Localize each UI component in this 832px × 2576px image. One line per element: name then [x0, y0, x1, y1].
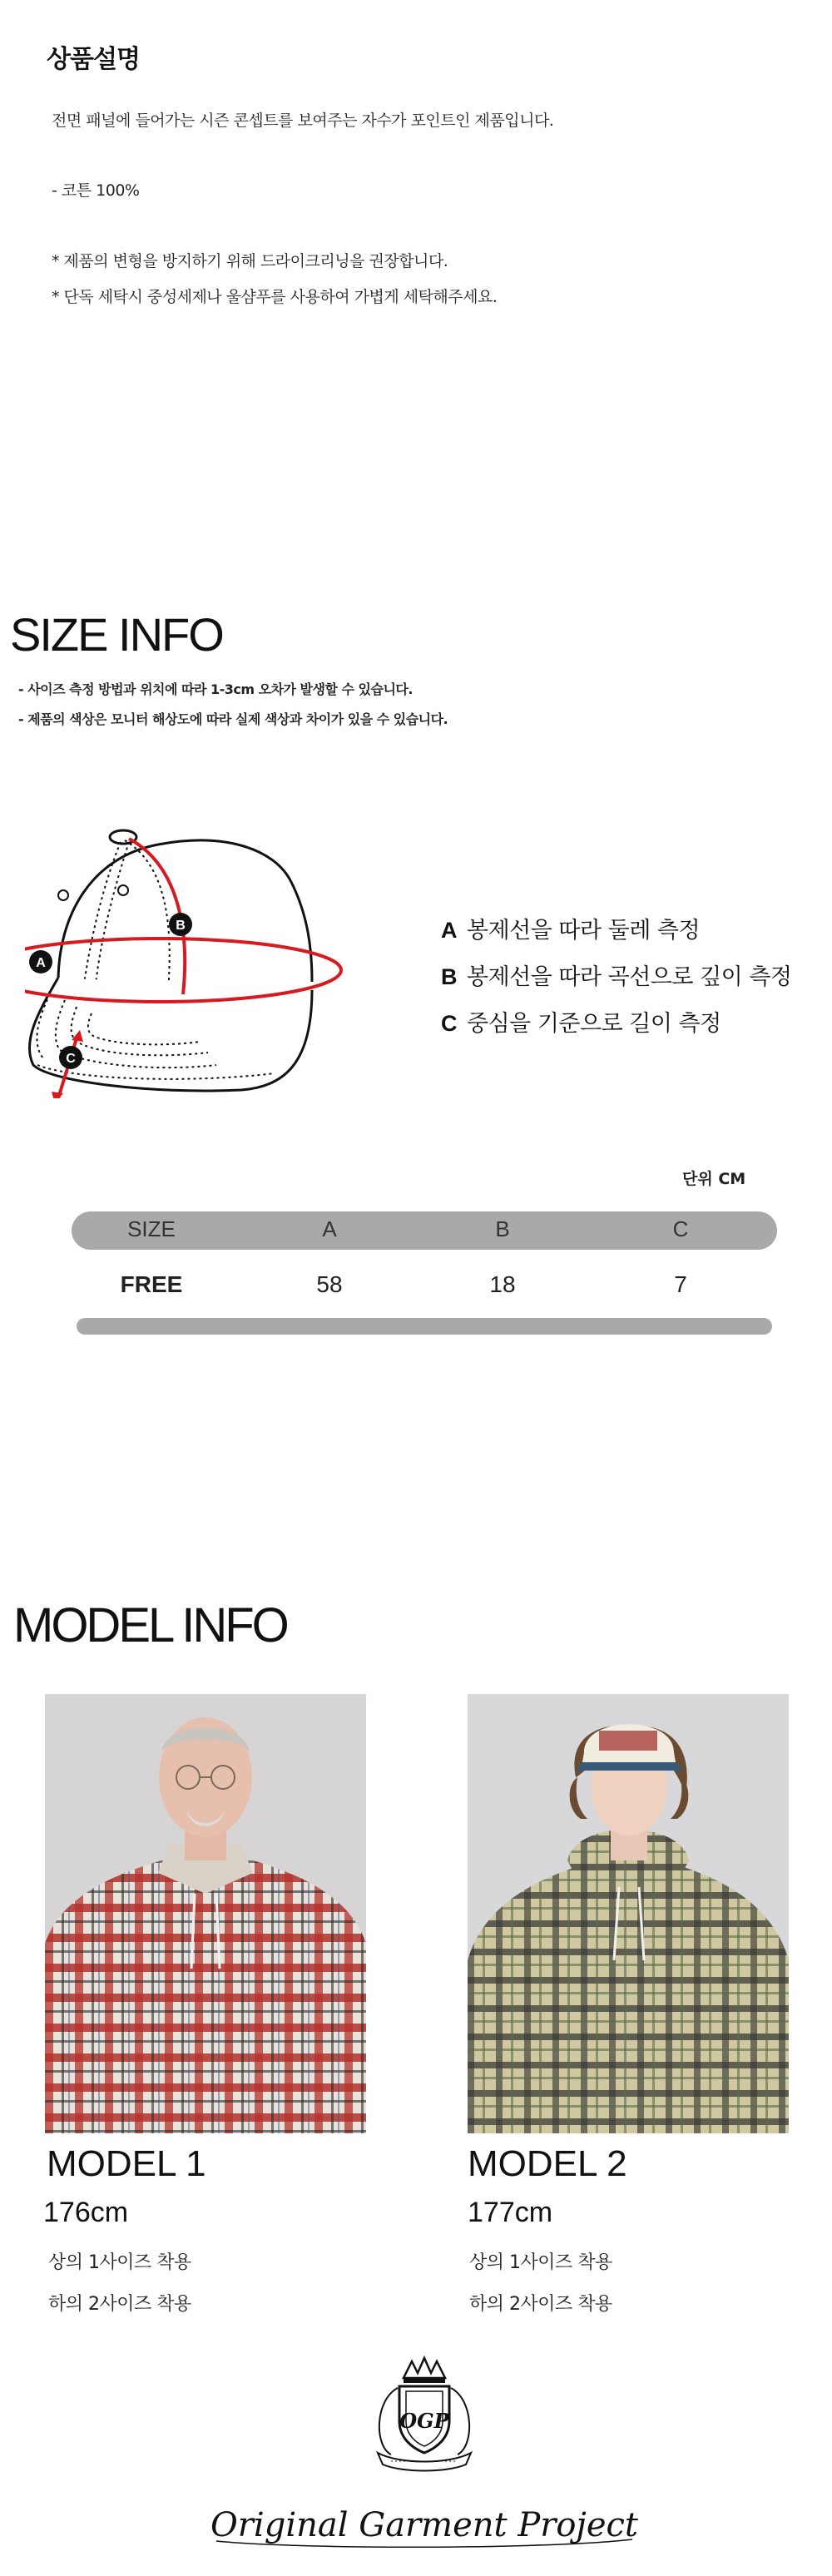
size-table-cell: 18 — [489, 1271, 516, 1297]
marker-c: C — [66, 1052, 76, 1066]
marker-b: B — [176, 919, 186, 933]
size-unit: 단위 CM — [682, 1170, 746, 1188]
model-2-photo — [468, 1694, 789, 2133]
model-1-height: 176cm — [43, 2197, 129, 2228]
care-line: * 제품의 변형을 방지하기 위해 드라이크리닝을 권장합니다. — [52, 252, 448, 270]
size-table-cell: 7 — [674, 1271, 687, 1297]
size-table-footer-bar — [77, 1318, 772, 1335]
brand-crest-logo — [366, 2355, 483, 2479]
brand-name: Original Garment Project — [210, 2506, 638, 2544]
size-note: - 제품의 색상은 모니터 해상도에 따라 실제 색상과 차이가 있을 수 있습니다. — [18, 711, 448, 727]
description-line: 전면 패널에 들어가는 시즌 콘셉트를 보여주는 자수가 포인트인 제품입니다. — [52, 111, 554, 130]
crest-monogram: OGP — [399, 2409, 449, 2433]
model-2-top-size: 상의 1사이즈 착용 — [469, 2252, 612, 2273]
cap-measurement-diagram — [25, 815, 416, 1098]
size-table-cell: FREE — [120, 1271, 183, 1297]
model-info-title: MODEL INFO — [13, 1598, 287, 1652]
model-2-bottom-size: 하의 2사이즈 착용 — [469, 2294, 612, 2315]
size-table-header: SIZE — [127, 1216, 176, 1241]
size-table-header: C — [672, 1216, 689, 1241]
model-1-top-size: 상의 1사이즈 착용 — [48, 2252, 191, 2273]
brand-wordmark — [200, 2488, 649, 2563]
model-1-bottom-size: 하의 2사이즈 착용 — [48, 2294, 191, 2315]
material-line: - 코튼 100% — [52, 181, 140, 200]
size-info-title: SIZE INFO — [10, 608, 223, 661]
size-note: - 사이즈 측정 방법과 위치에 따라 1-3cm 오차가 발생할 수 있습니다. — [18, 681, 413, 697]
size-table-cell: 58 — [316, 1271, 343, 1297]
care-line: * 단독 세탁시 중성세제나 울샴푸를 사용하여 가볍게 세탁해주세요. — [52, 288, 498, 306]
model-1-photo — [45, 1694, 366, 2133]
size-table-header: B — [495, 1216, 510, 1241]
model-2-name: MODEL 2 — [468, 2143, 627, 2184]
legend-item-c: C 중심을 기준으로 길이 측정 — [441, 1011, 721, 1037]
description-title: 상품설명 — [47, 45, 140, 74]
legend-item-a: A 봉제선을 따라 둘레 측정 — [441, 918, 701, 944]
legend-item-b: B 봉제선을 따라 곡선으로 깊이 측정 — [441, 964, 792, 990]
size-table-header: A — [322, 1216, 337, 1241]
model-2-height: 177cm — [468, 2197, 553, 2228]
model-1-name: MODEL 1 — [47, 2143, 206, 2184]
marker-a: A — [36, 956, 46, 970]
